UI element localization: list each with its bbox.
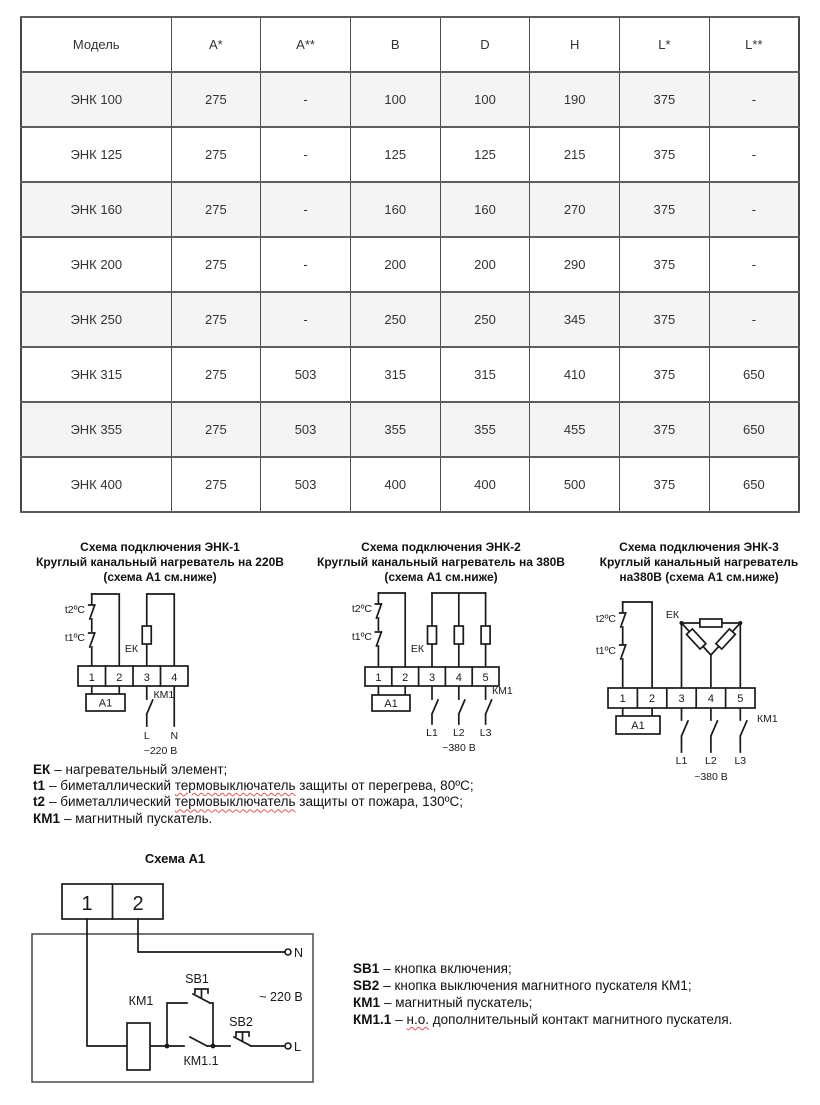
table-cell: -	[709, 292, 799, 347]
table-cell: 250	[440, 292, 530, 347]
legend-key: t1	[33, 778, 46, 794]
table-cell: 125	[440, 127, 530, 182]
table-cell: ЭНК 125	[21, 127, 171, 182]
a1-terminal-1: 1	[81, 893, 93, 915]
enk3-l2-label: L2	[705, 755, 717, 767]
table-cell: 503	[261, 347, 351, 402]
legend-key: КМ1	[353, 995, 380, 1010]
legend-line-t2	[33, 794, 474, 810]
enk2-heater-resistor-1	[428, 626, 437, 644]
col-header-l1: L*	[620, 17, 710, 72]
a1-junction-left	[165, 1044, 170, 1049]
col-header-h: H	[530, 17, 620, 72]
table-cell: 125	[350, 127, 440, 182]
table-cell: 100	[350, 72, 440, 127]
table-cell: 250	[350, 292, 440, 347]
table-cell: -	[261, 127, 351, 182]
table-cell: -	[261, 237, 351, 292]
legend-text: – биметаллический	[49, 778, 175, 794]
enk2-terminal-5: 5	[482, 672, 489, 684]
table-row	[21, 72, 799, 127]
table-cell: ЭНК 200	[21, 237, 171, 292]
table-cell: 275	[171, 72, 261, 127]
table-cell: 375	[620, 182, 710, 237]
table-row	[21, 127, 799, 182]
a1-junction-right	[211, 1044, 216, 1049]
table-row	[21, 292, 799, 347]
enk1-ek-label: ЕК	[124, 643, 138, 655]
enk3-terminal-4: 4	[707, 693, 714, 705]
table-cell: 503	[261, 402, 351, 457]
enk2-terminal-3: 3	[428, 672, 436, 684]
col-header-d: D	[440, 17, 530, 72]
enk1-neutral-label: N	[170, 730, 179, 742]
col-header-b: B	[350, 17, 440, 72]
table-cell: 375	[620, 292, 710, 347]
table-cell: 500	[530, 457, 620, 512]
enk2-terminal-block	[365, 667, 499, 686]
enk3-t1-label: t1ºC	[595, 645, 616, 657]
a1-km1-label: КМ1	[128, 994, 154, 1008]
a1-terminal-block	[62, 884, 163, 919]
legend-text: – биметаллический	[49, 794, 175, 810]
enk1-terminal-block	[78, 666, 188, 686]
table-cell: 315	[350, 347, 440, 402]
enk3-km1-label: КМ1	[757, 713, 778, 725]
legend-text: – кнопка выключения магнитного пускателя КМ1;	[383, 978, 692, 993]
enk3-l1-label: L1	[675, 755, 688, 767]
diagram3-title-line1: Схема подключения ЭНК-3	[619, 540, 779, 554]
col-header-a1: A*	[171, 17, 261, 72]
legend-key: t2	[33, 794, 46, 810]
a1-terminal-2: 2	[132, 893, 144, 915]
scheme-a1-title: Схема А1	[144, 851, 206, 866]
enk1-heater-resistor	[142, 626, 151, 644]
enk2-heater-resistor-2	[454, 626, 463, 644]
enk1-t1-label: t1ºC	[64, 632, 85, 644]
enk2-km1-label: КМ1	[492, 685, 513, 697]
table-cell: 275	[171, 457, 261, 512]
a1-voltage-label: ~ 220 В	[259, 990, 303, 1004]
a1-km1-coil	[127, 1023, 150, 1070]
legend-misspelled-word: термовыключатель	[174, 794, 296, 810]
table-cell: -	[709, 127, 799, 182]
table-cell: ЭНК 160	[21, 182, 171, 237]
table-cell: 345	[530, 292, 620, 347]
table-cell: 375	[620, 72, 710, 127]
table-cell: ЭНК 400	[21, 457, 171, 512]
col-header-l2: L**	[709, 17, 799, 72]
table-cell: 275	[171, 402, 261, 457]
legend-text: – кнопка включения;	[383, 961, 512, 976]
table-cell: ЭНК 355	[21, 402, 171, 457]
legend-line-sb1	[353, 960, 732, 977]
table-cell: -	[261, 182, 351, 237]
legend-line-km11	[353, 1011, 732, 1028]
enk1-phase-l-label: L	[143, 730, 150, 742]
legend-text: защиты от перегрева, 80ºС;	[295, 778, 474, 794]
enk3-ek-label: ЕК	[665, 609, 679, 621]
table-cell: 160	[440, 182, 530, 237]
enk3-heater-resistor-top	[700, 619, 722, 627]
wiring-diagram-enk1	[20, 588, 300, 760]
enk3-heater-resistor-left	[686, 629, 705, 649]
table-cell: 275	[171, 182, 261, 237]
enk3-terminal-2: 2	[649, 693, 656, 705]
table-cell: 275	[171, 237, 261, 292]
enk1-km1-label: КМ1	[153, 689, 175, 701]
enk3-terminal-5: 5	[737, 693, 744, 705]
table-cell: 375	[620, 127, 710, 182]
legend-key: КМ1.1	[353, 1012, 392, 1027]
table-cell: ЭНК 250	[21, 292, 171, 347]
legend-text: защиты от пожара, 130ºС;	[295, 794, 464, 810]
table-row	[21, 182, 799, 237]
a1-enclosure-box	[32, 934, 313, 1082]
enk2-terminal-1: 1	[375, 672, 382, 684]
table-cell: 650	[709, 457, 799, 512]
legend-text: – нагревательный элемент;	[54, 762, 228, 777]
enk1-terminal-3: 3	[143, 672, 150, 684]
diagram1-title-line2: Круглый канальный нагреватель на 220В	[36, 555, 284, 569]
table-cell: 290	[530, 237, 620, 292]
table-cell: 400	[440, 457, 530, 512]
enk3-voltage-label: ~380 В	[694, 771, 728, 783]
enk2-a1-label: А1	[384, 698, 398, 710]
table-cell: 375	[620, 237, 710, 292]
table-cell: 200	[440, 237, 530, 292]
legend-key: ЕК	[33, 762, 51, 777]
table-cell: 400	[350, 457, 440, 512]
enk1-terminal-1: 1	[88, 672, 95, 684]
table-cell: 270	[530, 182, 620, 237]
scheme-a1-legend	[353, 960, 732, 1028]
legend-line-km1	[353, 994, 732, 1011]
a1-sb1-label: SB1	[185, 972, 209, 986]
enk2-terminal-4: 4	[455, 672, 462, 684]
enk1-t2-label: t2ºC	[64, 604, 85, 616]
dimensions-table	[20, 16, 800, 513]
diagram1-title	[20, 540, 300, 585]
enk3-l3-label: L3	[734, 755, 747, 767]
table-header-row	[21, 17, 799, 72]
table-cell: 375	[620, 347, 710, 402]
table-cell: 100	[440, 72, 530, 127]
legend-key: SB2	[353, 978, 380, 993]
table-cell: 650	[709, 402, 799, 457]
diagram2-title-line2: Круглый канальный нагреватель на 380В	[317, 555, 565, 569]
wiring-diagram-enk3	[578, 588, 820, 788]
enk3-terminal-block	[608, 688, 755, 708]
enk2-l2-label: L2	[452, 727, 465, 739]
table-cell: 410	[530, 347, 620, 402]
table-cell: 503	[261, 457, 351, 512]
enk3-node-right	[738, 621, 742, 625]
enk3-a1-label: А1	[631, 720, 645, 732]
legend-line-sb2	[353, 977, 732, 994]
enk1-voltage-label: ~220 В	[143, 745, 178, 757]
legend-misspelled-word: термовыключатель	[174, 778, 296, 794]
enk2-terminal-2: 2	[402, 672, 409, 684]
enk2-ek-label: ЕК	[410, 643, 424, 655]
table-cell: 275	[171, 127, 261, 182]
a1-sb2-label: SB2	[229, 1015, 253, 1029]
table-row	[21, 237, 799, 292]
enk2-l1-label: L1	[426, 727, 438, 739]
table-row	[21, 457, 799, 512]
legend-line-t1	[33, 778, 474, 794]
table-cell: 275	[171, 347, 261, 402]
a1-l-terminal	[285, 1043, 291, 1049]
table-cell: ЭНК 100	[21, 72, 171, 127]
table-cell: -	[261, 72, 351, 127]
table-cell: 275	[171, 292, 261, 347]
diagram2-title-line3: (схема А1 см.ниже)	[384, 570, 498, 584]
enk3-terminal-1: 1	[619, 693, 626, 705]
legend-line-km1	[33, 811, 474, 827]
legend-misspelled-word: н.о.	[406, 1012, 429, 1027]
enk2-heater-resistor-3	[481, 626, 490, 644]
table-cell: 355	[350, 402, 440, 457]
enk3-t2-label: t2ºC	[595, 613, 616, 625]
table-cell: 215	[530, 127, 620, 182]
legend-text: – магнитный пускатель.	[64, 810, 213, 826]
table-cell: 650	[709, 347, 799, 402]
enk2-t1-label: t1ºC	[351, 631, 372, 643]
a1-n-terminal	[285, 949, 291, 955]
legend-text: дополнительный контакт магнитного пускателя.	[429, 1012, 733, 1027]
legend-key: КМ1	[33, 810, 60, 826]
enk2-l3-label: L3	[479, 727, 492, 739]
a1-l-label: L	[294, 1040, 301, 1054]
a1-km11-label: КМ1.1	[183, 1054, 219, 1068]
table-cell: 375	[620, 457, 710, 512]
table-cell: 455	[530, 402, 620, 457]
legend-key: SB1	[353, 961, 380, 976]
enk2-voltage-label: ~380 В	[442, 742, 476, 754]
enk3-terminal-3: 3	[678, 693, 685, 705]
enk2-t2-label: t2ºC	[351, 603, 372, 615]
enk1-terminal-2: 2	[116, 672, 123, 684]
diagram1-title-line3: (схема А1 см.ниже)	[103, 570, 217, 584]
enk1-a1-label: А1	[98, 697, 113, 710]
table-cell: 375	[620, 402, 710, 457]
enk3-heater-resistor-right	[716, 629, 735, 649]
diagram2-title-line1: Схема подключения ЭНК-2	[361, 540, 521, 554]
legend-text: –	[395, 1012, 407, 1027]
legend-text: – магнитный пускатель;	[384, 995, 533, 1010]
table-row	[21, 347, 799, 402]
table-cell: -	[709, 72, 799, 127]
diagram2-title	[300, 540, 582, 585]
table-cell: ЭНК 315	[21, 347, 171, 402]
a1-n-label: N	[294, 946, 304, 960]
diagram3-title-line3: на380В (схема А1 см.ниже)	[619, 570, 779, 584]
enk3-node-left	[680, 621, 684, 625]
diagram3-title	[578, 540, 820, 585]
legend-line-ek	[33, 762, 474, 778]
table-cell: -	[709, 237, 799, 292]
table-cell: 355	[440, 402, 530, 457]
wiring-diagram-enk2	[300, 588, 582, 760]
table-cell: 190	[530, 72, 620, 127]
enk1-terminal-4: 4	[171, 672, 178, 684]
diagram3-title-line2: Круглый канальный нагреватель	[599, 555, 799, 569]
table-cell: -	[261, 292, 351, 347]
table-cell: -	[709, 182, 799, 237]
table-row	[21, 402, 799, 457]
col-header-a2: A**	[261, 17, 351, 72]
table-cell: 160	[350, 182, 440, 237]
scheme-a1-diagram	[25, 872, 325, 1094]
components-legend	[33, 762, 474, 827]
table-cell: 200	[350, 237, 440, 292]
col-header-model: Модель	[21, 17, 171, 72]
table-cell: 315	[440, 347, 530, 402]
diagram1-title-line1: Схема подключения ЭНК-1	[80, 540, 240, 554]
table-body	[21, 72, 799, 512]
